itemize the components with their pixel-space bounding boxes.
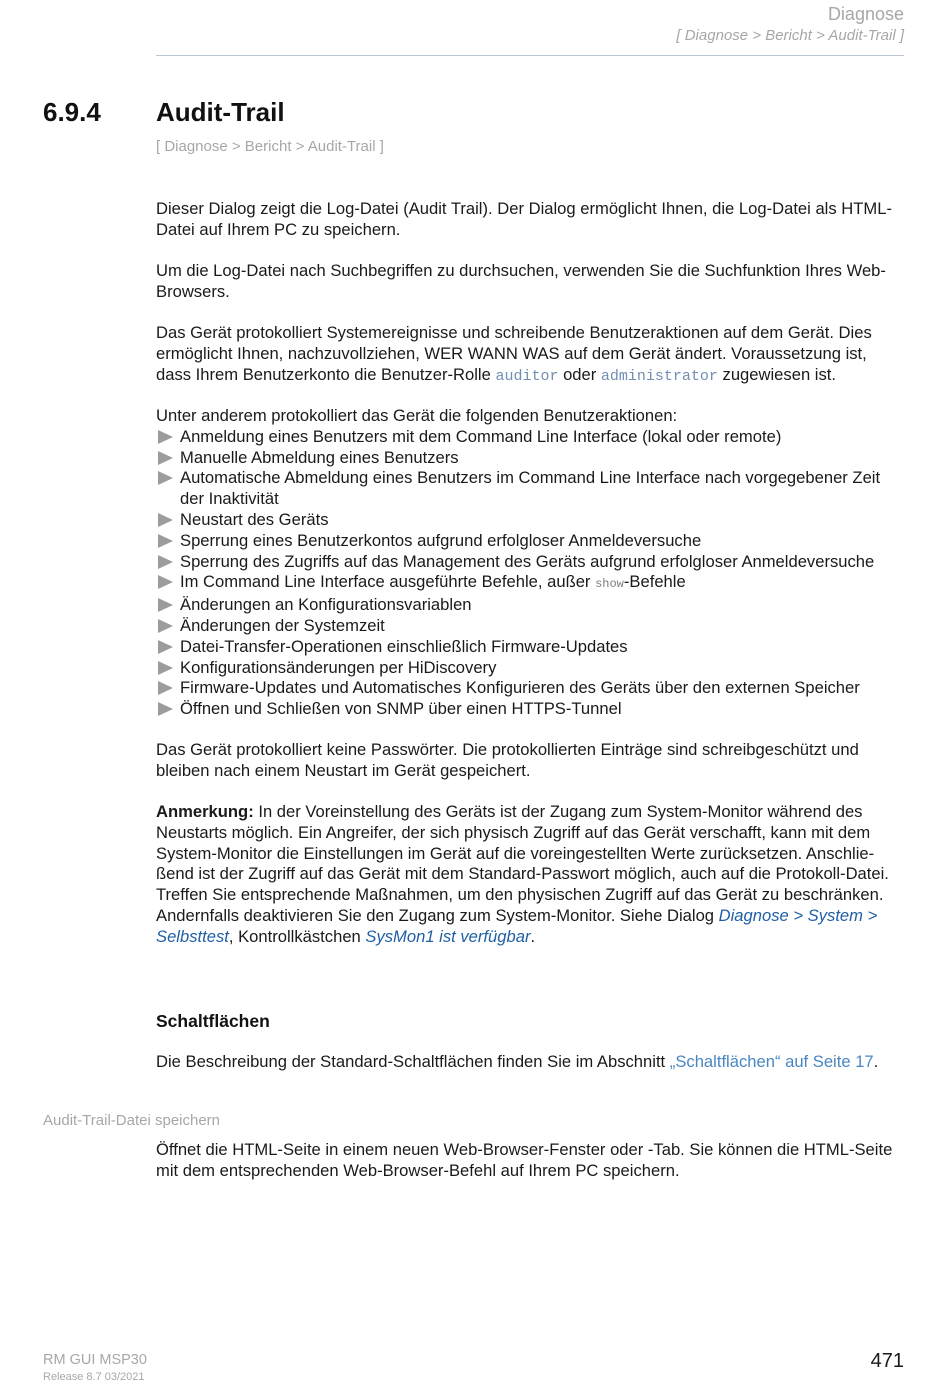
list-item: Anmeldung eines Benutzers mit dem Command Line Interface (lokal oder remote) xyxy=(156,427,906,448)
logging-paragraph xyxy=(156,323,906,387)
role-administrator: administrator xyxy=(600,367,718,385)
page-number: 471 xyxy=(870,1350,904,1372)
bullet-triangle-icon xyxy=(158,471,173,485)
dialog-path-selbsttest: Diagnose > System > Selbsttest xyxy=(156,905,878,946)
save-file-paragraph xyxy=(156,1140,906,1182)
note-text: Anmerkung: In der Voreinstellung des Geräts ist der Zugang zum System-Monitor während des Neustarts möglich. Ein Angreifer, der sich physisch Zugriff auf das Gerät verschafft, kann mit dem System-Monitor die Einstellungen im Gerät auf die voreingestellten Werte zurücksetzen. Anschlie-ßend ist der Zugriff auf das Gerät mit dem Standard-Passwort möglich, auch auf die Protokoll-Datei. Treffen Sie entsprechende Maßnahmen, um den physischen Zugriff auf das Gerät zu beschränken. Andernfalls deaktivieren Sie den Zugang zum System-Monitor. Siehe Dialog Diagnose > System > Selbsttest, Kontrollkästchen SysMon1 ist verfügbar. xyxy=(156,802,889,946)
list-item: Änderungen der Systemzeit xyxy=(156,616,906,637)
logging-text-c: zugewiesen ist. xyxy=(717,364,836,384)
logging-text-a: Das Gerät protokolliert Systemereignisse und schreibende Benutzeraktionen auf dem Gerät. Dies ermöglicht Ihnen, nachzuvollziehen, WER WANN WAS auf dem Gerät ändert. Voraussetzung ist, dass Ihrem Benutzerkonto die Benutzer-Rolle xyxy=(156,323,872,384)
list-item: Manuelle Abmeldung eines Benutzers xyxy=(156,448,906,469)
buttons-paragraph: Die Beschreibung der Standard-Schaltflächen finden Sie im Abschnitt „Schaltflächen“ auf Seite 17. xyxy=(156,1052,879,1071)
user-actions-list xyxy=(156,427,906,720)
intro-paragraph xyxy=(156,199,906,241)
list-item: Neustart des Geräts xyxy=(156,510,906,531)
bullet-triangle-icon xyxy=(158,598,173,612)
bullet-triangle-icon xyxy=(158,640,173,654)
note-paragraph xyxy=(156,802,906,948)
role-auditor: auditor xyxy=(495,367,559,385)
section-breadcrumb: [ Diagnose > Bericht > Audit-Trail ] xyxy=(156,138,384,155)
bullet-triangle-icon xyxy=(158,451,173,465)
logging-text-b: oder xyxy=(558,364,601,384)
bullet-triangle-icon xyxy=(158,555,173,569)
show-command: show xyxy=(595,577,624,592)
bullet-triangle-icon xyxy=(158,430,173,444)
buttons-page-link[interactable]: „Schaltflächen“ auf Seite 17 xyxy=(669,1052,874,1071)
list-item: Konfigurationsänderungen per HiDiscovery xyxy=(156,658,906,679)
list-item: Öffnen und Schließen von SNMP über einen HTTPS-Tunnel xyxy=(156,699,906,720)
list-item: Sperrung des Zugriffs auf das Management des Geräts aufgrund erfolgloser Anmeldeversuche xyxy=(156,552,906,573)
header-divider xyxy=(156,55,904,56)
footer-release: Release 8.7 03/2021 xyxy=(43,1371,145,1383)
intro-text: Dieser Dialog zeigt die Log-Datei (Audit Trail). Der Dialog ermöglicht Ihnen, die Log-Datei als HTML-Datei auf Ihrem PC zu speichern. xyxy=(156,199,892,239)
running-header-breadcrumb: [ Diagnose > Bericht > Audit-Trail ] xyxy=(676,27,904,44)
running-header-title: Diagnose xyxy=(827,4,904,24)
checkbox-name-sysmon1: SysMon1 ist verfügbar xyxy=(365,926,531,946)
bullet-triangle-icon xyxy=(158,661,173,675)
search-paragraph xyxy=(156,261,906,303)
list-item: Firmware-Updates und Automatisches Konfigurieren des Geräts über den externen Speicher xyxy=(156,678,906,699)
list-item: Sperrung eines Benutzerkontos aufgrund erfolgloser Anmeldeversuche xyxy=(156,531,906,552)
save-file-label: Audit-Trail-Datei speichern xyxy=(43,1112,221,1129)
list-intro: Unter anderem protokolliert das Gerät die folgenden Benutzeraktionen: xyxy=(156,406,678,425)
section-number: 6.9.4 xyxy=(43,97,101,127)
search-text: Um die Log-Datei nach Suchbegriffen zu durchsuchen, verwenden Sie die Suchfunktion Ihres Web-Browsers. xyxy=(156,261,886,301)
bullet-triangle-icon xyxy=(158,681,173,695)
user-actions-block xyxy=(156,406,906,720)
bullet-triangle-icon xyxy=(158,513,173,527)
list-item: Im Command Line Interface ausgeführte Befehle, außer show-Befehle xyxy=(156,572,906,595)
footer-document-name: RM GUI MSP30 xyxy=(43,1352,147,1368)
list-item: Automatische Abmeldung eines Benutzers im Command Line Interface nach vorgegebener Zeit der Inaktivität xyxy=(156,468,906,510)
buttons-heading: Schaltflächen xyxy=(156,1011,270,1031)
bullet-triangle-icon xyxy=(158,534,173,548)
passwords-paragraph xyxy=(156,740,906,782)
list-item: Datei-Transfer-Operationen einschließlich Firmware-Updates xyxy=(156,637,906,658)
bullet-triangle-icon xyxy=(158,702,173,716)
section-title: Audit-Trail xyxy=(156,97,285,127)
list-item: Änderungen an Konfigurationsvariablen xyxy=(156,595,906,616)
bullet-triangle-icon xyxy=(158,619,173,633)
logging-text xyxy=(156,323,906,387)
bullet-triangle-icon xyxy=(158,575,173,589)
passwords-text: Das Gerät protokolliert keine Passwörter. Die protokollierten Einträge sind schreibgeschützt und bleiben nach einem Neustart im Gerät gespeichert. xyxy=(156,740,859,780)
note-label: Anmerkung: xyxy=(156,802,254,821)
save-file-text: Öffnet die HTML-Seite in einem neuen Web-Browser-Fenster oder -Tab. Sie können die HTML-Seite mit dem entsprechenden Web-Browser-Befehl auf Ihrem PC speichern. xyxy=(156,1140,893,1180)
